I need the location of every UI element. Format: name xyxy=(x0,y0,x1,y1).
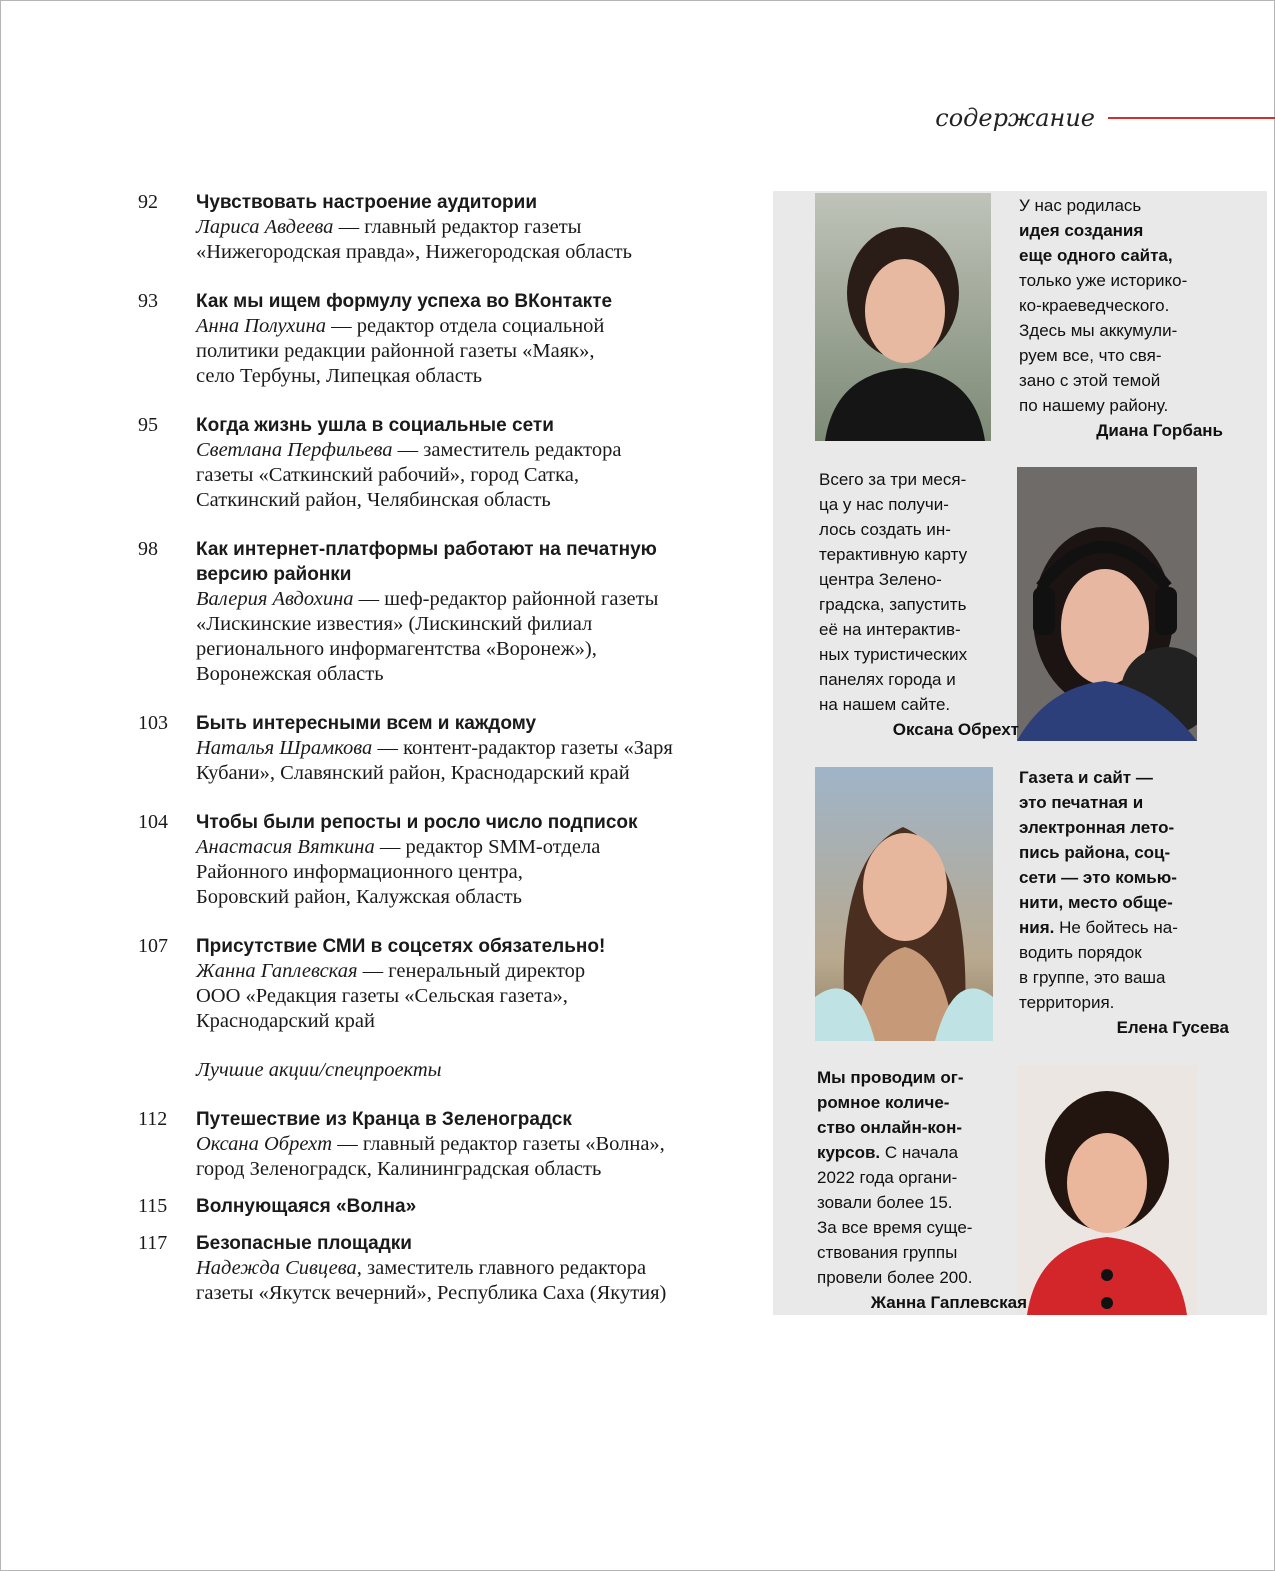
toc-entry xyxy=(138,1107,758,1182)
quote-text: центра Зелено- xyxy=(819,570,942,589)
quote-text: водить порядок xyxy=(1019,943,1142,962)
toc-article-author-line xyxy=(196,314,758,339)
quote-line xyxy=(1019,368,1229,393)
quote-line xyxy=(1019,790,1229,815)
toc-entry xyxy=(138,810,758,910)
toc-article-author-line xyxy=(196,438,758,463)
portrait-photo-diana-gorban xyxy=(815,193,991,441)
toc-article-author-line xyxy=(196,662,758,687)
toc-article-author-line xyxy=(196,1132,758,1157)
quote-line xyxy=(819,667,1019,692)
toc-author-role: город Зеленоградск, Калининградская область xyxy=(196,1158,602,1180)
toc-page-number: 92 xyxy=(138,191,158,213)
quote-emphasis: курсов. xyxy=(817,1143,881,1162)
quote-text: градска, запустить xyxy=(819,595,967,614)
quote-signature: Диана Горбань xyxy=(1096,421,1223,440)
toc-author-role: Воронежская область xyxy=(196,663,384,685)
quote-block xyxy=(819,467,1019,742)
quote-line xyxy=(819,617,1019,642)
quote-text: терактивную карту xyxy=(819,545,968,564)
quote-text: 2022 года органи- xyxy=(817,1168,958,1187)
quote-line xyxy=(817,1140,1027,1165)
quote-line xyxy=(819,542,1019,567)
toc-author-role: политики редакции районной газеты «Маяк», xyxy=(196,340,595,362)
toc-article-title: Как интернет-платформы работают на печатную xyxy=(196,539,657,560)
toc-article-author-line xyxy=(196,240,758,265)
quote-line xyxy=(1019,940,1229,965)
toc-article-title: Быть интересными всем и каждому xyxy=(196,713,537,734)
toc-entry xyxy=(138,190,758,265)
quote-line xyxy=(1019,965,1229,990)
toc-section-label: Лучшие акции/спецпроекты xyxy=(196,1059,442,1081)
toc-author-role: регионального информагентства «Воронеж»), xyxy=(196,638,597,660)
portrait-photo-elena-guseva xyxy=(815,767,993,1041)
quote-text: ца у нас получи- xyxy=(819,495,949,514)
quote-text: За все время суще- xyxy=(817,1218,973,1237)
quote-text: Всего за три меся- xyxy=(819,470,967,489)
quote-block xyxy=(817,1065,1027,1315)
quote-line xyxy=(817,1065,1027,1090)
toc-article-title: Чувствовать настроение аудитории xyxy=(196,192,538,213)
quote-line xyxy=(1019,840,1229,865)
toc-article-author-line xyxy=(196,984,758,1009)
quote-emphasis: ния. xyxy=(1019,918,1055,937)
toc-article-author-line xyxy=(196,835,758,860)
toc-article-author-line xyxy=(196,1281,758,1306)
quote-signature: Оксана Обрехт xyxy=(892,720,1019,739)
toc-entry-body xyxy=(196,413,758,513)
quote-line xyxy=(1019,243,1229,268)
quote-text: лось создать ин- xyxy=(819,520,951,539)
toc-author-role: Краснодарский край xyxy=(196,1010,375,1032)
quote-text: Здесь мы аккумули- xyxy=(1019,321,1178,340)
quote-emphasis: идея создания xyxy=(1019,221,1144,240)
toc-article-author-line xyxy=(196,612,758,637)
toc-entry-body xyxy=(196,289,758,389)
quote-line xyxy=(1019,343,1229,368)
toc-entry-body xyxy=(196,537,758,687)
quote-line xyxy=(1019,765,1229,790)
quote-emphasis: электронная лето- xyxy=(1019,818,1175,837)
toc-article-author-line xyxy=(196,364,758,389)
toc-article-author-line xyxy=(196,587,758,612)
toc-article-author-line xyxy=(196,215,758,240)
toc-article-author-line xyxy=(196,885,758,910)
toc-article-author-line xyxy=(196,860,758,885)
portrait-photo-oksana-obrekht xyxy=(1017,467,1197,741)
toc-author-name: Анастасия Вяткина xyxy=(196,836,375,858)
toc-page-number: 95 xyxy=(138,414,158,436)
quote-text: ко-краеведческого. xyxy=(1019,296,1170,315)
toc-author-name: Оксана Обрехт xyxy=(196,1133,333,1155)
toc-author-name: Анна Полухина xyxy=(196,315,327,337)
toc-author-role: — генеральный директор xyxy=(362,960,586,982)
toc-author-role: — редактор SMM-отдела xyxy=(379,836,601,858)
section-header-label: содержание xyxy=(935,104,1095,132)
table-of-contents xyxy=(138,190,758,1306)
toc-author-role: — шеф-редактор районной газеты xyxy=(358,588,659,610)
portrait-photo-zhanna-gaplevskaya xyxy=(1017,1065,1197,1315)
quote-emphasis: ство онлайн-кон- xyxy=(817,1118,962,1137)
toc-entry-body xyxy=(196,810,758,910)
toc-article-author-line xyxy=(196,959,758,984)
quote-text: С начала xyxy=(880,1143,959,1162)
toc-entry-body xyxy=(196,190,758,265)
toc-page-number: 117 xyxy=(138,1232,168,1254)
quote-text: зовали более 15. xyxy=(817,1193,953,1212)
toc-entry xyxy=(138,934,758,1034)
quote-emphasis: нити, место обще- xyxy=(1019,893,1173,912)
quote-signature: Жанна Гаплевская xyxy=(870,1293,1027,1312)
quote-line xyxy=(817,1240,1027,1265)
quote-emphasis: ромное количе- xyxy=(817,1093,950,1112)
quote-line xyxy=(819,492,1019,517)
quote-line xyxy=(819,642,1019,667)
toc-entry-body xyxy=(196,934,758,1034)
quote-line xyxy=(1019,293,1229,318)
toc-entry-body xyxy=(196,711,758,786)
toc-author-role: , заместитель главного редактора xyxy=(356,1257,647,1279)
toc-entry-body xyxy=(196,1107,758,1182)
quote-emphasis: сети — это комью- xyxy=(1019,868,1177,887)
toc-entry-body xyxy=(196,1194,758,1219)
quote-signature: Елена Гусева xyxy=(1116,1018,1229,1037)
toc-article-title: Когда жизнь ушла в социальные сети xyxy=(196,415,554,436)
toc-author-role: — заместитель редактора xyxy=(397,439,622,461)
quote-text: ных туристических xyxy=(819,645,968,664)
toc-author-role: — контент-радактор газеты «Заря xyxy=(377,737,673,759)
quote-block xyxy=(1019,765,1229,1040)
toc-entry xyxy=(138,711,758,786)
toc-article-author-line xyxy=(196,736,758,761)
quote-line xyxy=(819,692,1019,717)
toc-author-role: ООО «Редакция газеты «Сельская газета», xyxy=(196,985,568,1007)
toc-author-role: — главный редактор газеты xyxy=(338,216,582,238)
quote-text: провели более 200. xyxy=(817,1268,973,1287)
toc-article-author-line xyxy=(196,463,758,488)
toc-author-role: Боровский район, Калужская область xyxy=(196,886,522,908)
quote-line xyxy=(1019,815,1229,840)
toc-entry xyxy=(138,1194,758,1219)
toc-author-name: Светлана Перфильева xyxy=(196,439,393,461)
toc-page-number: 115 xyxy=(138,1195,168,1217)
toc-author-name: Валерия Авдохина xyxy=(196,588,354,610)
toc-page-number: 98 xyxy=(138,538,158,560)
quote-emphasis: пись района, соц- xyxy=(1019,843,1171,862)
toc-article-author-line xyxy=(196,1157,758,1182)
toc-entry xyxy=(138,1231,758,1306)
toc-author-role: — главный редактор газеты «Волна», xyxy=(337,1133,665,1155)
toc-page-number: 107 xyxy=(138,935,168,957)
toc-article-title: Чтобы были репосты и росло число подписок xyxy=(196,812,638,833)
toc-article-title: Как мы ищем формулу успеха во ВКонтакте xyxy=(196,291,613,312)
quote-line xyxy=(817,1115,1027,1140)
toc-author-name: Лариса Авдеева xyxy=(196,216,334,238)
toc-author-role: «Лискинские известия» (Лискинский филиал xyxy=(196,613,593,635)
toc-author-name: Наталья Шрамкова xyxy=(196,737,373,759)
toc-author-role: газеты «Якутск вечерний», Республика Саха (Якутия) xyxy=(196,1282,667,1304)
toc-article-author-line xyxy=(196,1256,758,1281)
quote-line xyxy=(819,567,1019,592)
quote-text: на нашем сайте. xyxy=(819,695,951,714)
quotes-panel xyxy=(773,191,1267,1315)
quote-line xyxy=(817,1190,1027,1215)
quote-text: ствования группы xyxy=(817,1243,958,1262)
quote-text: руем все, что свя- xyxy=(1019,346,1162,365)
toc-author-role: Саткинский район, Челябинская область xyxy=(196,489,551,511)
quote-emphasis: это печатная и xyxy=(1019,793,1144,812)
toc-article-title: Путешествие из Кранца в Зеленоградск xyxy=(196,1109,572,1130)
toc-entry-body xyxy=(196,1231,758,1306)
quote-text: только уже историко- xyxy=(1019,271,1188,290)
toc-author-name: Надежда Сивцева xyxy=(196,1257,357,1279)
quote-emphasis: Газета и сайт — xyxy=(1019,768,1153,787)
toc-page-number: 112 xyxy=(138,1108,168,1130)
quote-line xyxy=(1019,318,1229,343)
quote-line xyxy=(1019,193,1229,218)
quote-line xyxy=(819,592,1019,617)
header-accent-rule xyxy=(1108,117,1275,119)
quote-line xyxy=(1019,915,1229,940)
toc-article-author-line xyxy=(196,1009,758,1034)
quote-line xyxy=(819,467,1019,492)
quote-text: Не бойтесь на- xyxy=(1054,918,1178,937)
quote-line xyxy=(1019,865,1229,890)
toc-entry xyxy=(138,537,758,687)
toc-article-author-line xyxy=(196,339,758,364)
quote-text: в группе, это ваша xyxy=(1019,968,1166,987)
toc-article-title: Присутствие СМИ в соцсетях обязательно! xyxy=(196,936,606,957)
toc-page-number: 93 xyxy=(138,290,158,312)
toc-author-name: Жанна Гаплевская xyxy=(196,960,358,982)
quote-block xyxy=(1019,193,1229,443)
toc-author-role: Кубани», Славянский район, Краснодарский край xyxy=(196,762,630,784)
quote-text: панелях города и xyxy=(819,670,956,689)
quote-emphasis: Мы проводим ог- xyxy=(817,1068,964,1087)
toc-article-title: Безопасные площадки xyxy=(196,1233,412,1254)
toc-author-role: село Тербуны, Липецкая область xyxy=(196,365,483,387)
quote-line xyxy=(817,1265,1027,1290)
toc-entry xyxy=(138,289,758,389)
toc-page-number: 103 xyxy=(138,712,168,734)
toc-article-author-line xyxy=(196,761,758,786)
quote-text: территория. xyxy=(1019,993,1115,1012)
quote-text: её на интерактив- xyxy=(819,620,961,639)
quote-line xyxy=(1019,393,1229,418)
toc-article-title: Волнующаяся «Волна» xyxy=(196,1196,417,1217)
quote-line xyxy=(817,1215,1027,1240)
toc-article-title: версию районки xyxy=(196,564,352,585)
toc-author-role: Районного информационного центра, xyxy=(196,861,523,883)
quote-emphasis: еще одного сайта, xyxy=(1019,246,1173,265)
toc-entry xyxy=(138,413,758,513)
quote-line xyxy=(817,1165,1027,1190)
quote-line xyxy=(817,1090,1027,1115)
quote-text: по нашему району. xyxy=(1019,396,1169,415)
toc-author-role: газеты «Саткинский рабочий», город Сатка, xyxy=(196,464,579,486)
toc-article-author-line xyxy=(196,488,758,513)
quote-line xyxy=(819,517,1019,542)
quote-line xyxy=(1019,268,1229,293)
quote-line xyxy=(1019,890,1229,915)
toc-author-role: «Нижегородская правда», Нижегородская область xyxy=(196,241,632,263)
quote-text: зано с этой темой xyxy=(1019,371,1161,390)
toc-page-number: 104 xyxy=(138,811,168,833)
toc-article-author-line xyxy=(196,637,758,662)
quote-line xyxy=(1019,218,1229,243)
quote-text: У нас родилась xyxy=(1019,196,1142,215)
quote-line xyxy=(1019,990,1229,1015)
toc-author-role: — редактор отдела социальной xyxy=(331,315,605,337)
